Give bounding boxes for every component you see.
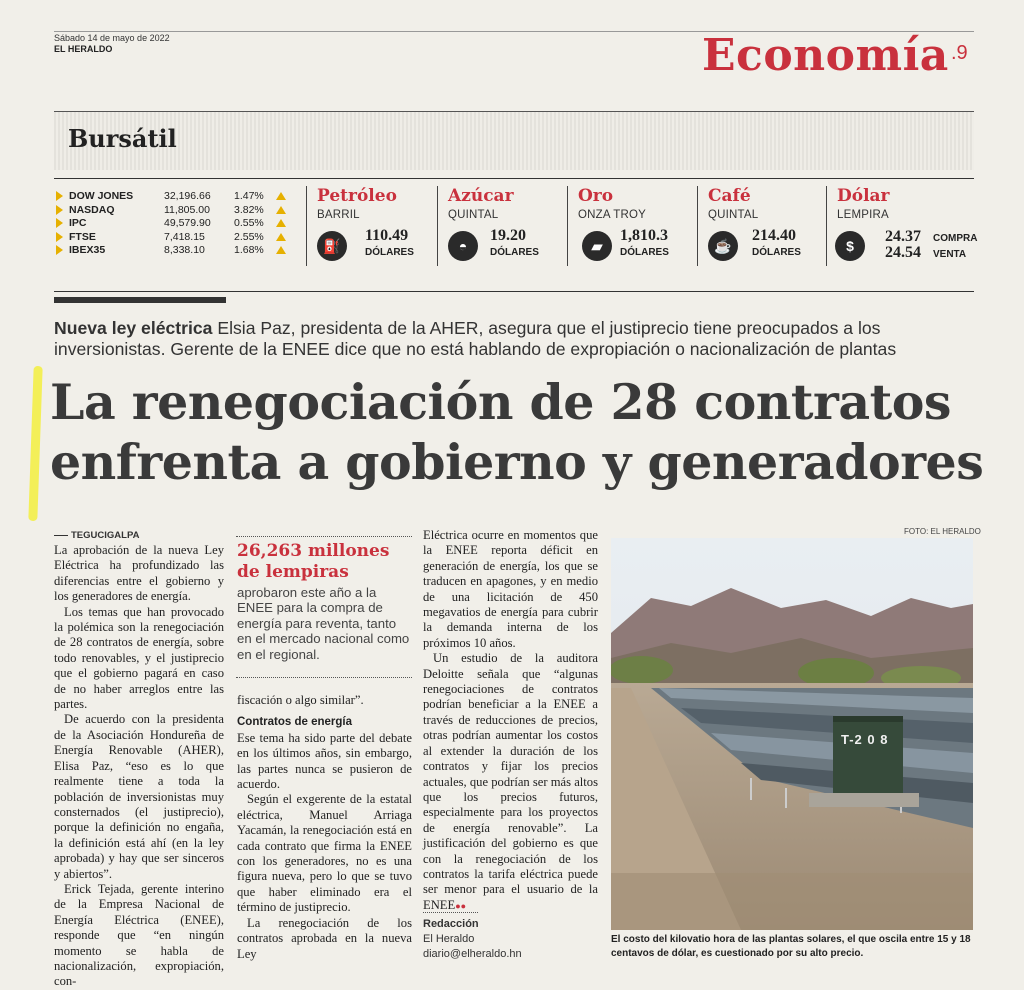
index-name: IBEX35 <box>69 244 106 256</box>
paragraph: La aprobación de la nueva Ley Eléctrica ha profundizado las diferencias entre el gobierno y los generadores de energía. <box>54 543 224 604</box>
paragraph <box>423 651 598 914</box>
commodity-value: 1,810.3 <box>620 227 668 244</box>
paragraph: Según el exgerente de la estatal eléctrica, Manuel Arriaga Yacamán, la renegociación está en cada contrato que firma la ENEE con los generadores, no es una figura nueva, pero lo que se tuvo que haber eliminado era el término de justiprecio. <box>237 792 412 915</box>
up-arrow-icon <box>276 219 286 227</box>
commodity-dolar <box>826 186 977 266</box>
dolar-sell-label: VENTA <box>933 249 967 260</box>
paragraph: De acuerdo con la presidenta de la Asociación Hondureña de Energía Renovable (AHER), Elisa Paz, “eso es lo que realmente tiene a toda la población de inversionistas muy consternados (el justiprecio), porque la definición no engaña, la definición está ahí (en la ley aprobada) y hay que ser sinceros y abiertos”. <box>54 712 224 881</box>
byline <box>423 912 522 962</box>
bursatil-title: Bursátil <box>68 124 177 153</box>
commodity-unit: LEMPIRA <box>837 209 889 221</box>
up-arrow-icon <box>276 246 286 254</box>
index-row <box>56 217 296 231</box>
column-2 <box>237 693 412 962</box>
index-name: NASDAQ <box>69 203 115 216</box>
kicker: Nueva ley eléctrica <box>54 318 213 338</box>
index-value: 11,805.00 <box>164 203 210 216</box>
column-1 <box>54 543 224 990</box>
index-row <box>56 204 296 218</box>
commodity-currency: DÓLARES <box>620 247 669 258</box>
byline-email: diario@elheraldo.hn <box>423 948 522 960</box>
end-mark-icon: ●● <box>455 900 467 911</box>
commodity-value: 19.20 <box>490 227 526 244</box>
dolar-sell: 24.54 <box>885 244 921 261</box>
commodity-unit: BARRIL <box>317 209 360 221</box>
index-change: 1.47% <box>234 190 264 202</box>
commodity-oro <box>567 186 693 266</box>
paragraph: Ese tema ha sido parte del debate en los últimos años, sin embargo, las partes nunca se pusieron de acuerdo. <box>237 730 412 792</box>
dateline <box>54 530 139 541</box>
commodity-value: 214.40 <box>752 227 796 244</box>
page-number: .9 <box>951 42 968 64</box>
index-change: 1.68% <box>234 244 264 256</box>
byline-outlet: El Heraldo <box>423 933 475 945</box>
highlighter-mark <box>28 366 42 521</box>
headline-line-2: enfrenta a gobierno y generadores <box>50 433 984 491</box>
commodity-name: Dólar <box>837 186 890 206</box>
commodity-name: Petróleo <box>317 186 397 206</box>
sugar-sack-icon: ◓ <box>448 231 478 261</box>
bursatil-bottom-rule <box>54 178 974 179</box>
callout-top-rule <box>236 536 412 537</box>
transformer-label: T-2 0 8 <box>841 732 889 747</box>
paragraph-text: Un estudio de la auditora Deloitte señala que “algunas renegociaciones de contratos podrían beneficiar a la ENEE a través de reducciones de precios, otras podrían aumentar los costos al extender la duración de los contratos y fijar los precios actuales, que podrían ser más altos que los precios futuros, especialmente para los proyectos de energía renovable”. La justificación del gobierno es que con la renegociación de los contratos la tarifa eléctrica puede ser menor para el usuario de la ENEE <box>423 651 598 912</box>
dateline-text: TEGUCIGALPA <box>71 530 140 541</box>
indices-table <box>56 190 296 258</box>
paper-name: EL HERALDO <box>54 44 113 54</box>
kicker-bar <box>54 297 226 303</box>
index-change: 3.82% <box>234 203 264 216</box>
index-name: IPC <box>69 217 87 229</box>
index-row <box>56 244 296 258</box>
commodity-name: Café <box>708 186 751 206</box>
up-arrow-icon <box>276 233 286 241</box>
callout-bottom-rule <box>236 677 412 678</box>
callout-figure: 26,263 millones de lempiras <box>237 541 390 582</box>
index-change: 2.55% <box>234 230 264 243</box>
gold-bars-icon: ▰ <box>582 231 612 261</box>
commodity-azucar <box>437 186 563 266</box>
photo-caption: El costo del kilovatio hora de las plantas solares, el que oscila entre 15 y 18 centavos de dólar, es cuestionado por su alto precio. <box>611 934 971 959</box>
section-rule <box>54 291 974 292</box>
up-arrow-icon <box>276 206 286 214</box>
index-change: 0.55% <box>234 217 264 229</box>
solar-plant-photo <box>611 538 973 930</box>
index-row <box>56 231 296 245</box>
paragraph: La renegociación de los contratos aprobada en la nueva Ley <box>237 915 412 961</box>
column-3 <box>423 528 598 914</box>
bursatil-band <box>54 111 974 170</box>
index-name: FTSE <box>69 230 96 243</box>
arrow-icon <box>56 191 63 201</box>
byline-label: Redacción <box>423 918 479 930</box>
index-value: 32,196.66 <box>164 190 211 202</box>
column-subhead: Contratos de energía <box>237 716 353 729</box>
commodity-name: Oro <box>578 186 614 206</box>
index-row <box>56 190 296 204</box>
headline-line-1: La renegociación de 28 contratos <box>50 373 952 431</box>
up-arrow-icon <box>276 192 286 200</box>
solar-plant-illustration <box>611 538 973 930</box>
commodity-unit: QUINTAL <box>448 209 499 221</box>
commodity-currency: DÓLARES <box>365 247 414 258</box>
paragraph: Erick Tejada, gerente interino de la Empresa Nacional de Energía Eléctrica (ENEE), responde que “en ningún momento se habla de nacionalización, expropiación, con- <box>54 881 224 989</box>
commodity-currency: DÓLARES <box>752 247 801 258</box>
commodity-name: Azúcar <box>448 186 514 206</box>
dolar-buy: 24.37 <box>885 228 921 245</box>
section-title: Economía <box>702 30 949 81</box>
subhead <box>54 318 974 360</box>
commodity-currency: DÓLARES <box>490 247 539 258</box>
coffee-beans-icon: ☕ <box>708 231 738 261</box>
callout-text: aprobaron este año a la ENEE para la compra de energía para reventa, tanto en el mercado nacional como en el regional. <box>237 585 410 662</box>
arrow-icon <box>56 245 63 255</box>
commodity-unit: ONZA TROY <box>578 209 647 221</box>
paragraph: fiscación o algo similar”. <box>237 693 364 707</box>
money-bag-icon: $ <box>835 231 865 261</box>
arrow-icon <box>56 218 63 228</box>
paragraph: Los temas que han provocado la polémica son la renegociación de 28 contratos de energía, sobre todo renovables, y el justiprecio que el gobierno pagará en caso de no haber arreglos entre las partes. <box>54 604 224 712</box>
index-value: 49,579.90 <box>164 217 211 229</box>
commodity-value: 110.49 <box>365 227 409 244</box>
arrow-icon <box>56 232 63 242</box>
index-value: 8,338.10 <box>164 244 205 256</box>
arrow-icon <box>56 205 63 215</box>
photo-credit: FOTO: EL HERALDO <box>904 527 981 536</box>
subhead-text: Elsia Paz, presidenta de la AHER, asegura que el justiprecio tiene preocupados a los inversionistas. Gerente de la ENEE dice que no está hablando de expropiación o nacionalización de plantas <box>54 318 897 359</box>
index-value: 7,418.15 <box>164 230 205 243</box>
dolar-buy-label: COMPRA <box>933 233 978 244</box>
oil-can-icon: ⛽ <box>317 231 347 261</box>
date-line: Sábado 14 de mayo de 2022 <box>54 33 170 43</box>
paragraph: Eléctrica ocurre en momentos que la ENEE reporta déficit en generación de energía, los que se traducen en apagones, y en medio de una licitación de 450 megavatios de energía para cubrir la demanda interna de los próximos 10 años. <box>423 528 598 650</box>
index-name: DOW JONES <box>69 190 134 202</box>
commodity-cafe <box>697 186 823 266</box>
commodity-petroleo <box>306 186 432 266</box>
commodity-unit: QUINTAL <box>708 209 759 221</box>
